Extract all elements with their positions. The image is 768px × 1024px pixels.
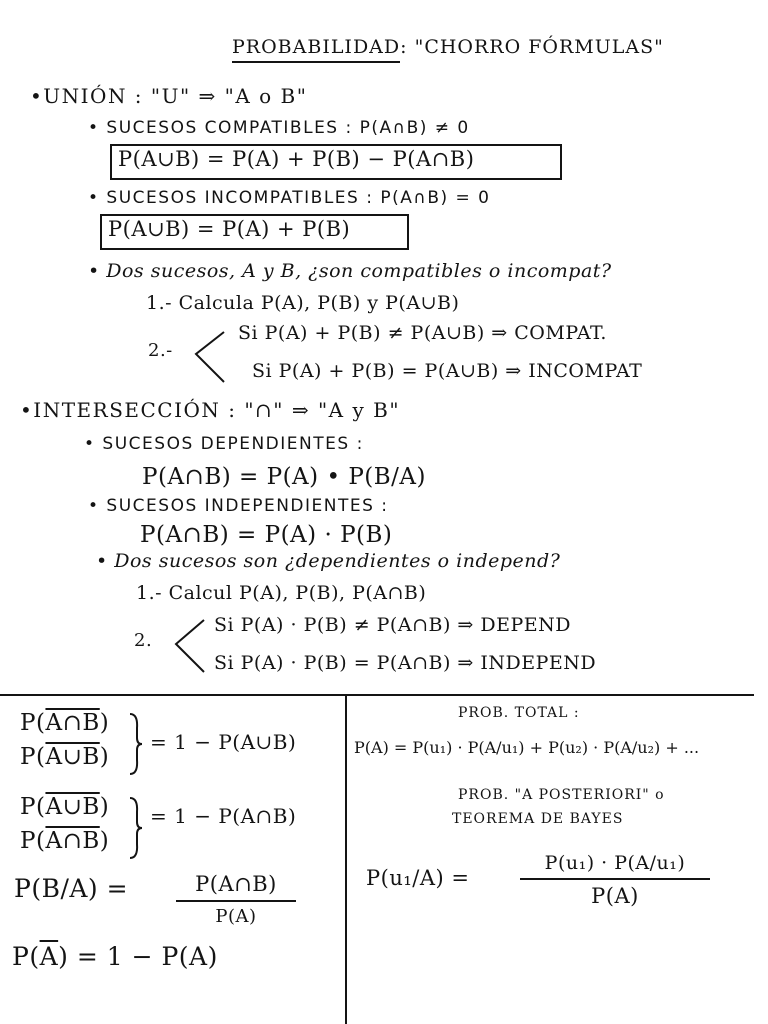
- bayes-title-1: PROB. "A POSTERIORI" o: [458, 787, 665, 803]
- brace-group2: [128, 796, 144, 860]
- title-rest: : "CHORRO FÓRMULAS": [400, 36, 664, 58]
- bayes-denominator: P(A): [591, 884, 639, 908]
- total-prob-formula: P(A) = P(u₁) · P(A/u₁) + P(u₂) · P(A/u₂) + ...: [354, 738, 700, 757]
- brace-group1: [128, 712, 144, 776]
- total-prob-title: PROB. TOTAL :: [458, 705, 580, 721]
- intersection-step2-b: Si P(A) · P(B) = P(A∩B) ⇒ INDEPEND: [214, 652, 597, 674]
- union-step2-a: Si P(A) + P(B) ≠ P(A∪B) ⇒ COMPAT.: [238, 322, 607, 344]
- horizontal-divider: [0, 694, 754, 696]
- union-step2-label: 2.-: [148, 340, 173, 361]
- group1-result: = 1 − P(A∪B): [150, 730, 297, 754]
- intersection-heading: •INTERSECCIÓN : "∩" ⇒ "A y B": [20, 398, 401, 422]
- bayes-title-2: TEOREMA DE BAYES: [452, 811, 624, 827]
- union-step2-bracket: [190, 330, 230, 384]
- group2-result: = 1 − P(A∩B): [150, 804, 297, 828]
- complement-rule: $P(\overline{A}) = 1 - P(A)$: [12, 942, 218, 971]
- formula-incompat: P(A∪B) = P(A) + P(B): [108, 217, 351, 241]
- bayes-numerator: P(u₁) · P(A/u₁): [544, 852, 686, 874]
- union-question: • Dos sucesos, A y B, ¿son compatibles o incompat?: [88, 260, 612, 282]
- union-step2-b: Si P(A) + P(B) = P(A∪B) ⇒ INCOMPAT: [252, 360, 643, 382]
- union-of-complements: P(A∪B): [20, 794, 110, 820]
- union-step1: 1.- Calcula P(A), P(B) y P(A∪B): [146, 292, 460, 314]
- vertical-divider: [345, 694, 347, 1024]
- compatibles-label: • SUCESOS COMPATIBLES : P(A∩B) ≠ 0: [88, 118, 470, 138]
- bayes-lhs: P(u₁/A) =: [366, 866, 470, 890]
- complement-union: P(A∪B): [20, 744, 110, 770]
- intersection-step2-bracket: [170, 618, 210, 674]
- intersection-question: • Dos sucesos son ¿dependientes o independ?: [96, 550, 561, 572]
- complement-intersection-2: P(A∩B): [20, 828, 110, 854]
- intersection-step1: 1.- Calcul P(A), P(B), P(A∩B): [136, 582, 427, 604]
- dependientes-label: • SUCESOS DEPENDIENTES :: [84, 434, 364, 454]
- independientes-label: • SUCESOS INDEPENDIENTES :: [88, 496, 389, 516]
- union-heading: •UNIÓN : "U" ⇒ "A o B": [30, 84, 308, 108]
- formula-dep: P(A∩B) = P(A) • P(B/A): [142, 464, 427, 490]
- conditional-fraction: [176, 872, 296, 927]
- formula-compat: P(A∪B) = P(A) + P(B) − P(A∩B): [118, 147, 475, 171]
- intersection-step2-a: Si P(A) · P(B) ≠ P(A∩B) ⇒ DEPEND: [214, 614, 571, 636]
- complement-intersection: P(A∩B): [20, 710, 110, 736]
- incompatibles-label: • SUCESOS INCOMPATIBLES : P(A∩B) = 0: [88, 188, 491, 208]
- conditional-numerator: P(A∩B): [195, 872, 277, 896]
- bayes-fraction: [520, 852, 710, 908]
- conditional-denominator: P(A): [215, 906, 257, 927]
- formula-indep: P(A∩B) = P(A) · P(B): [140, 522, 393, 548]
- intersection-step2-label: 2.: [134, 630, 153, 651]
- page-title: [232, 38, 664, 57]
- conditional-lhs: P(B/A) =: [14, 874, 129, 903]
- title-main: PROBABILIDAD: [232, 36, 400, 63]
